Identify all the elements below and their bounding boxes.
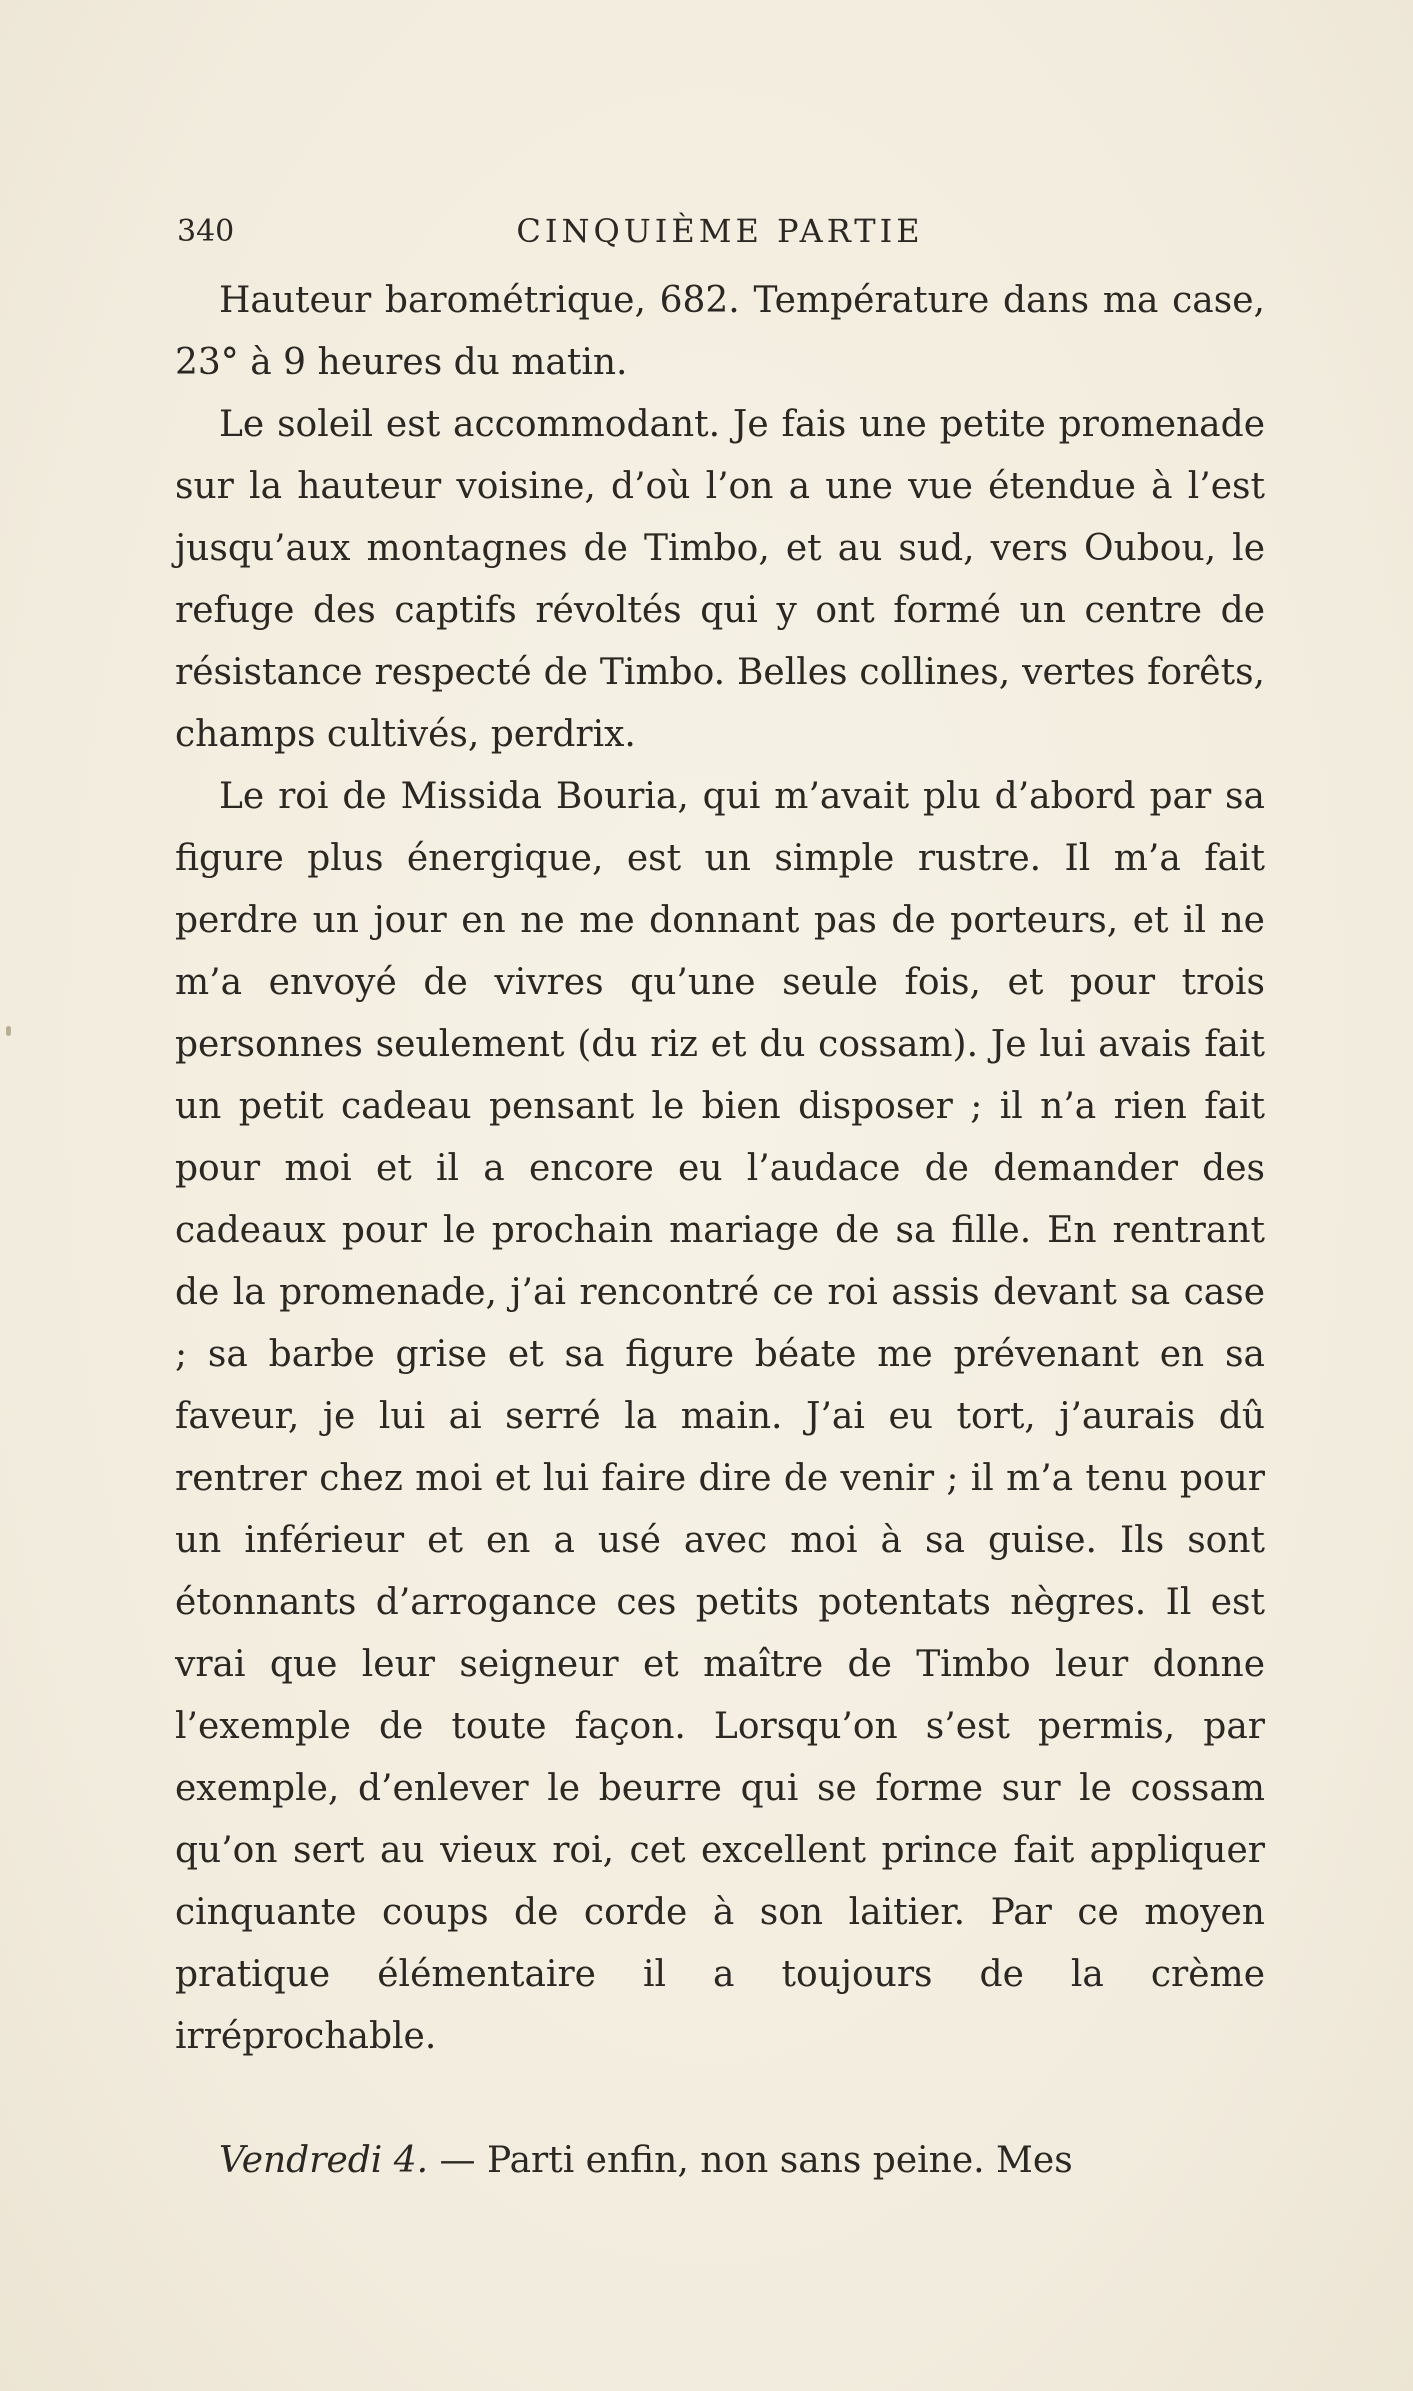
paragraph-roi-missida: Le roi de Missida Bouria, qui m’avait plu d’abord par sa figure plus énergique, est un simple rustre. Il m’a fait perdre un jour en ne me donnant pas de porteurs, et il ne m’a envoyé de vivres qu’une seule fois, et pour trois personnes seulement (du riz et du cossam). Je lui avais fait un petit cadeau pensant le bien disposer ; il n’a rien fait pour moi et il a encore eu l’audace de demander des cadeaux pour le prochain mariage de sa fille. En rentrant de la promenade, j’ai rencontré ce roi assis devant sa case ; sa barbe grise et sa figure béate me prévenant en sa faveur, je lui ai serré la main. J’ai eu tort, j’aurais dû rentrer chez moi et lui faire dire de venir ; il m’a tenu pour un inférieur et en a usé avec moi à sa guise. Ils sont étonnants d’arrogance ces petits potentats nègres. Il est vrai que leur seigneur et maître de Timbo leur donne l’exemple de toute façon. Lorsqu’on s’est permis, par exemple, d’enlever le beurre qui se forme sur le cossam qu’on sert au vieux roi, cet excellent prince fait appliquer cinquante coups de corde à son laitier. Par ce moyen pratique élémentaire il a toujours de la crème irréprochable. (175, 776, 1265, 2057)
page-header (175, 206, 1265, 254)
paragraph-promenade: Le soleil est accommodant. Je fais une petite promenade sur la hauteur voisine, d’où l’on a une vue étendue à l’est jusqu’aux montagnes de Timbo, et au sud, vers Oubou, le refuge des captifs révoltés qui y ont formé un centre de résistance respecté de Timbo. Belles collines, vertes forêts, champs cultivés, perdrix. (175, 404, 1265, 755)
paragraph-vendredi-text: — Parti enfin, non sans peine. Mes (428, 2140, 1073, 2181)
paper-mark (6, 1026, 11, 1036)
page-number: 340 (177, 214, 235, 249)
running-head: CINQUIÈME PARTIE (516, 212, 924, 250)
paragraph-vendredi (175, 2130, 1265, 2192)
body-text (175, 270, 1265, 2192)
date-heading: Vendredi 4. (219, 2140, 429, 2181)
paragraph-barometric: Hauteur barométrique, 682. Température dans ma case, 23° à 9 heures du matin. (175, 280, 1265, 383)
